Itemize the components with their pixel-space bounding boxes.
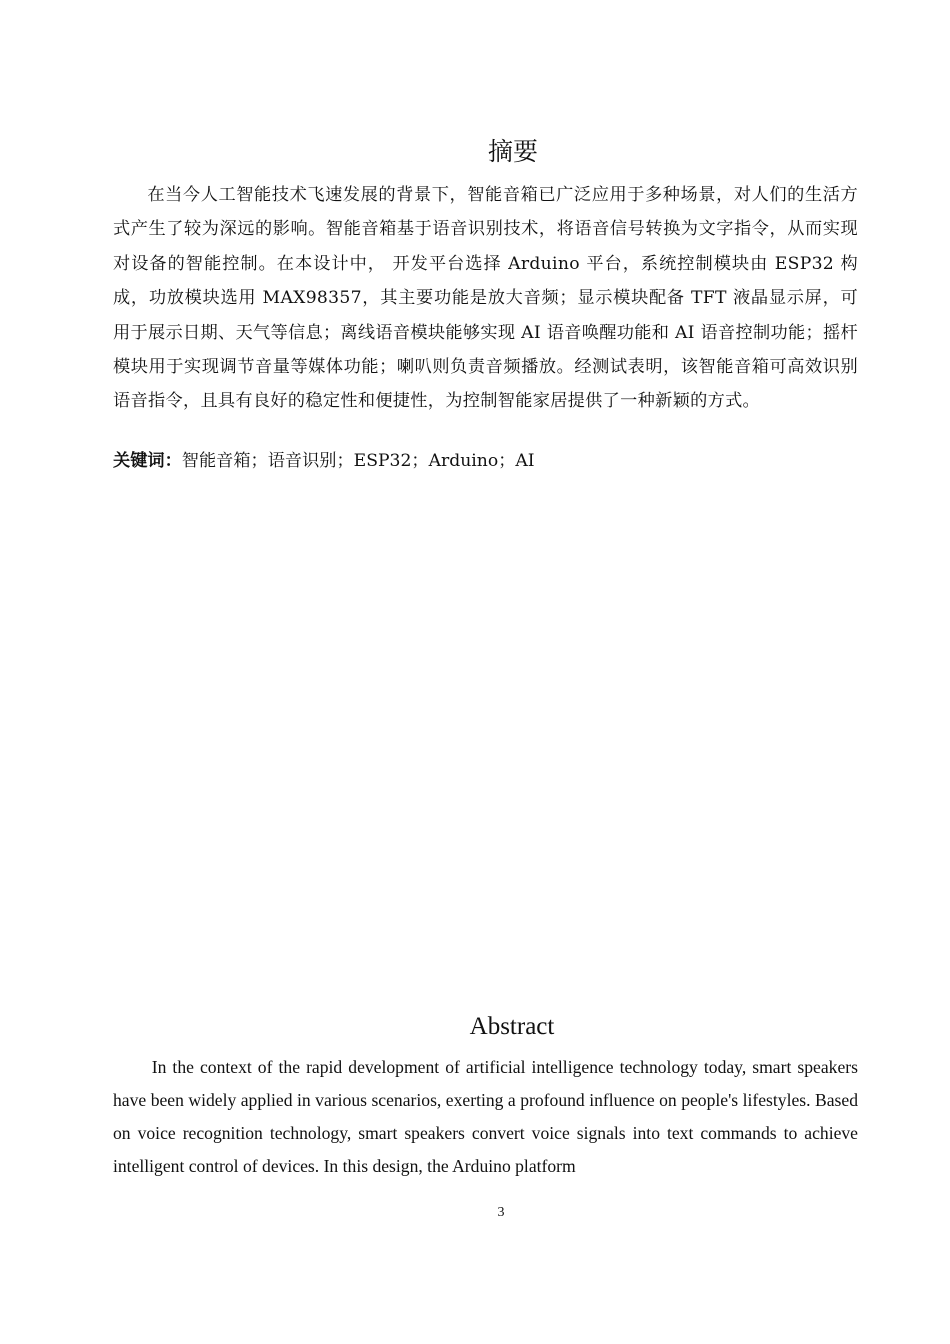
abstract-zh-body: 在当今人工智能技术飞速发展的背景下，智能音箱已广泛应用于多种场景，对人们的生活方式产生了较为深远的影响。智能音箱基于语音识别技术，将语音信号转换为文字指令，从而实现对设备的智能控制。在本设计中， 开发平台选择 Arduino 平台，系统控制模块由 ESP32 构成，功放模块选用 MAX98357，其主要功能是放大音频；显示模块配备 TFT 液晶显示屏，可用于展示日期、天气等信息；离线语音模块能够实现 AI 语音唤醒功能和 AI 语音控制功能；摇杆模块用于实现调节音量等媒体功能；喇叭则负责音频播放。经测试表明，该智能音箱可高效识别语音指令，且具有良好的稳定性和便捷性，为控制智能家居提供了一种新颖的方式。 [113, 185, 858, 412]
keywords-label: 关键词： [113, 451, 182, 471]
page-number: 3 [497, 1205, 505, 1220]
abstract-en-title: Abstract [469, 1013, 555, 1040]
abstract-en-body: In the context of the rapid development of artificial intelligence technology today, smart speakers have been widely applied in various scenarios, exerting a profound influence on people's lifestyles. Based on voice recognition technology, smart speakers convert voice signals into text commands to achieve intelligent control of devices. In this design, the Arduino platform [113, 1057, 858, 1176]
abstract-zh-title: 摘要 [487, 137, 538, 166]
abstract-zh-keywords [113, 446, 858, 476]
keywords-list: 智能音箱；语音识别；ESP32；Arduino；AI [181, 451, 535, 471]
